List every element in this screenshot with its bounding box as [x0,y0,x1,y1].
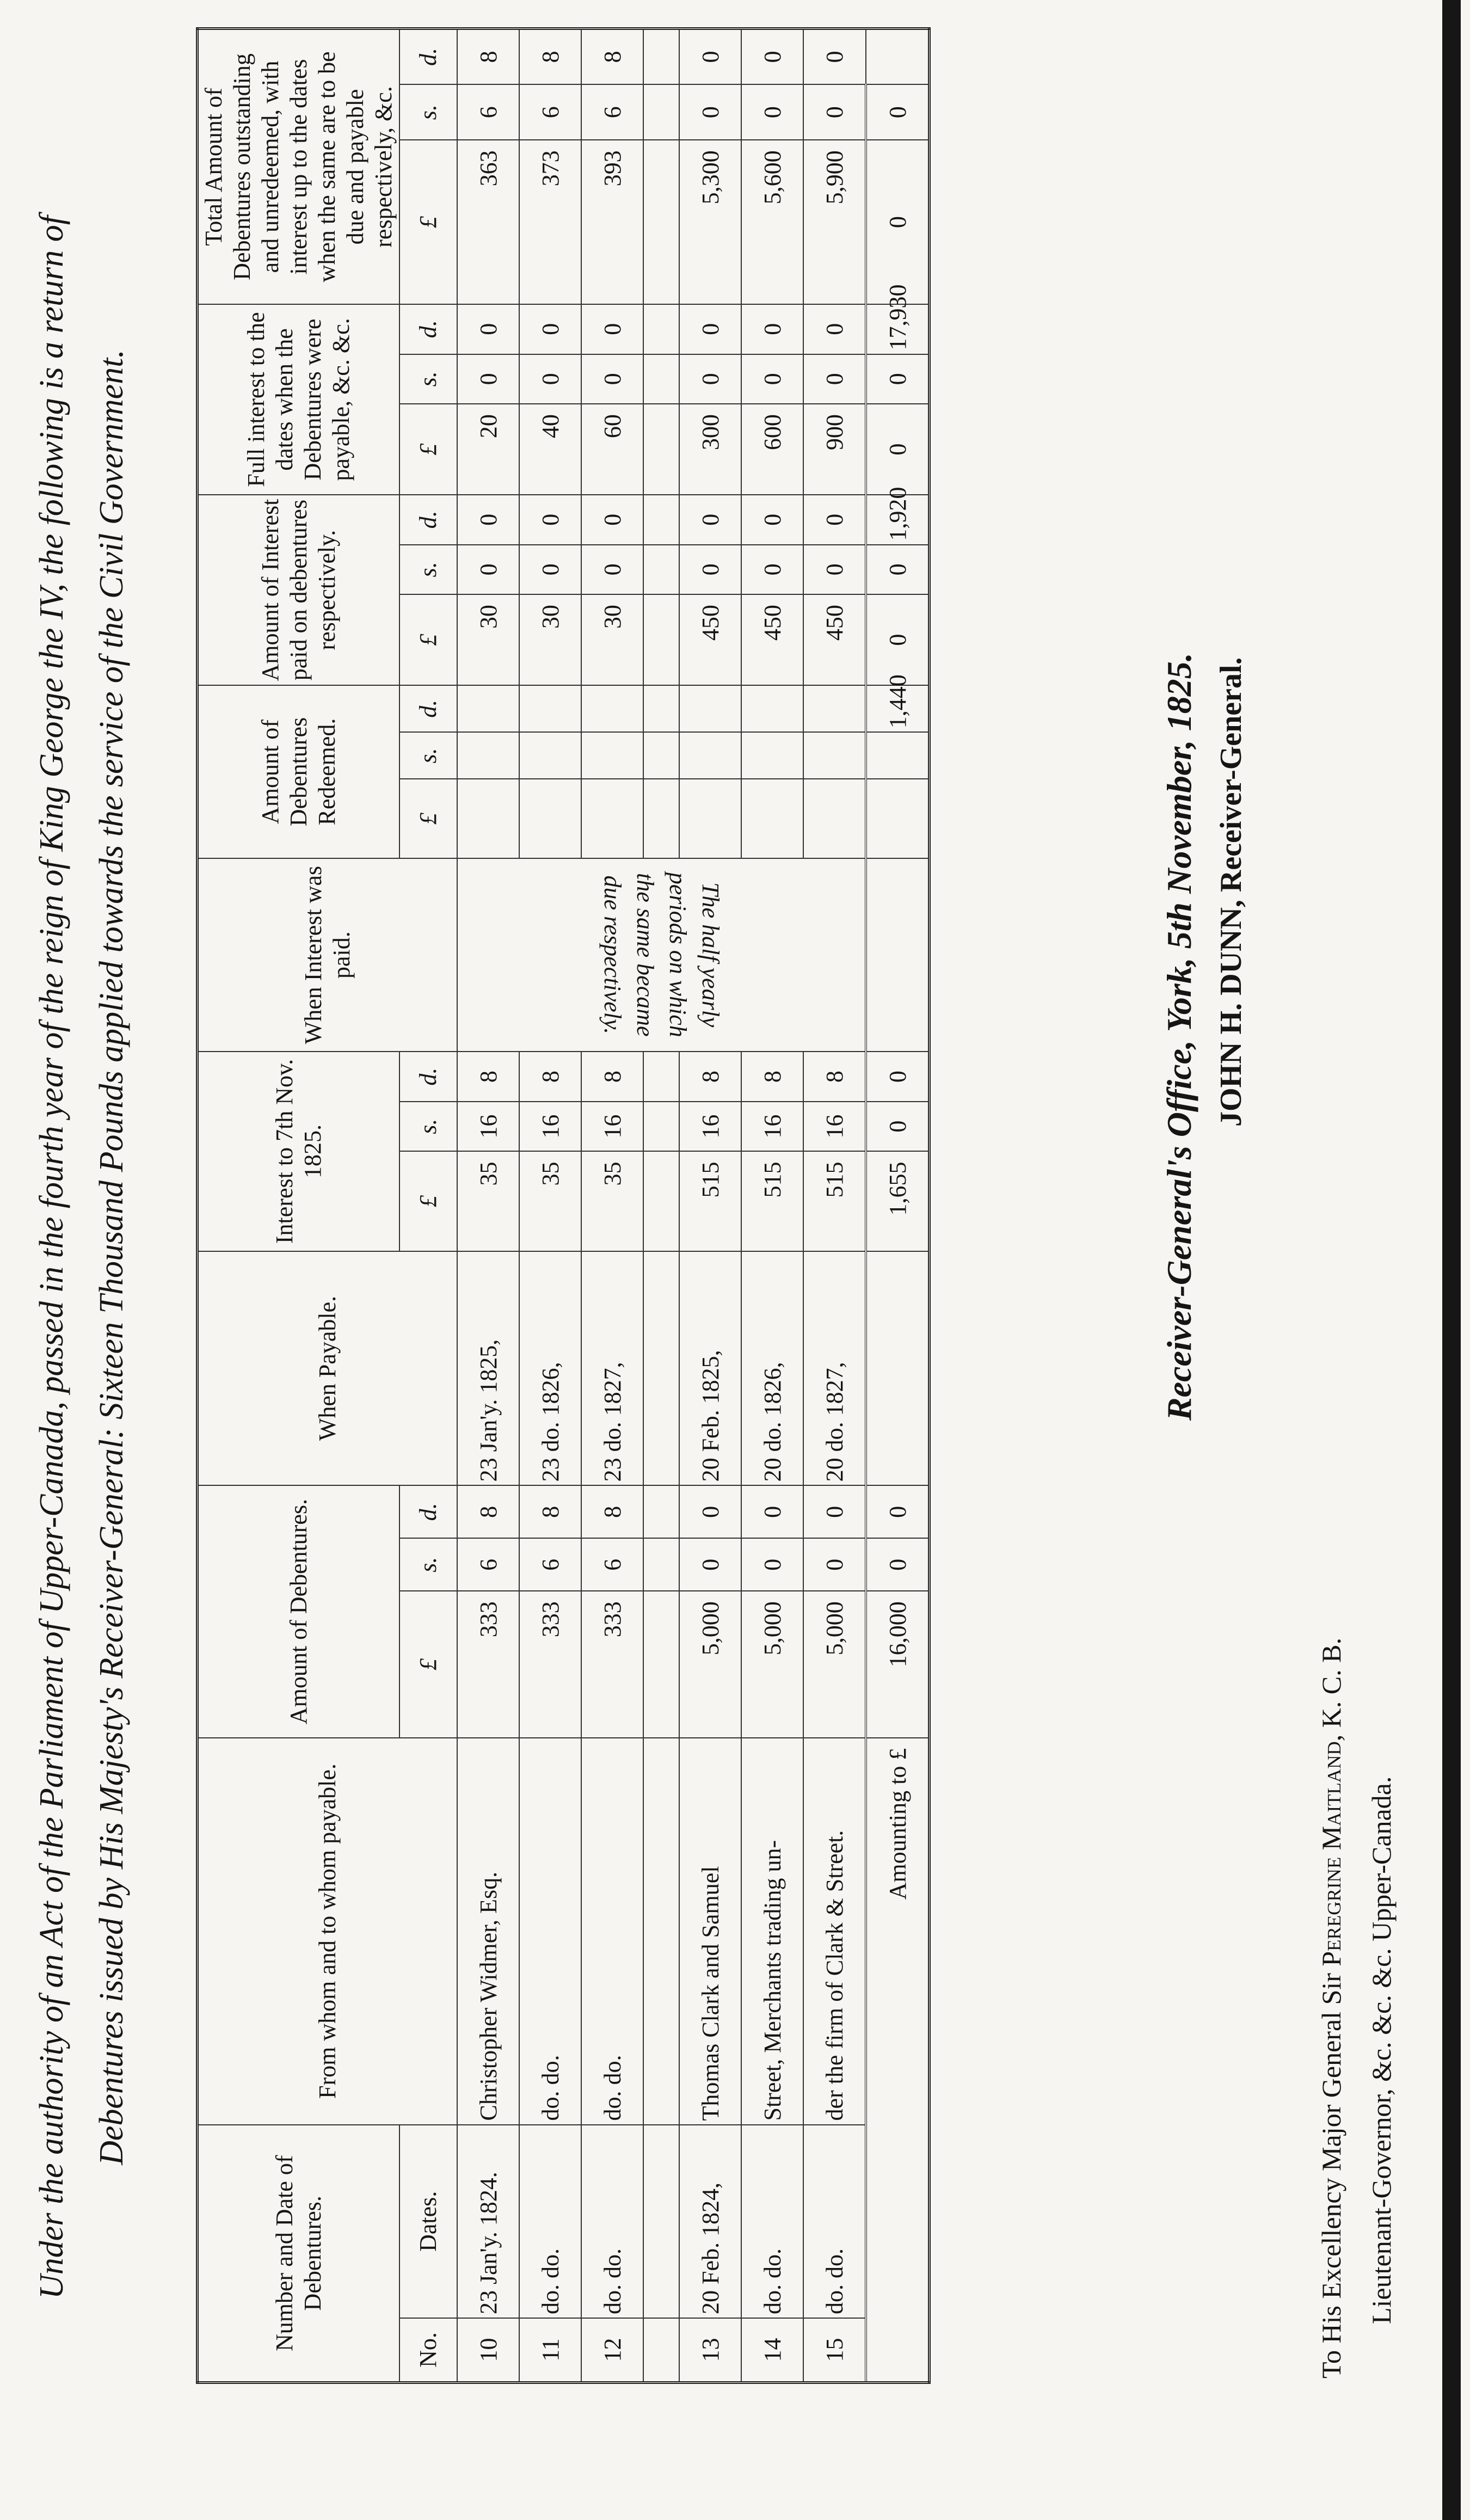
row-interest-paid-shillings: 0 [803,545,866,595]
row-redeemed-pounds [803,779,866,858]
row-interest-paid-pounds: 450 [741,594,803,685]
row-interest-paid-shillings: 0 [741,545,803,595]
row-full-interest-pence: 0 [741,304,803,354]
row-interest-paid-shillings: 0 [581,545,643,595]
row-full-interest-pounds: 900 [803,404,866,495]
row-redeemed-shillings [679,732,741,779]
row-total-shillings: 6 [581,84,643,140]
row-interest-paid-shillings: 0 [519,545,581,595]
row-redeemed-shillings [741,732,803,779]
row-date: 20 Feb. 1824, [679,2125,741,2318]
row-full-interest-shillings: 0 [803,354,866,404]
header-interest-paid: Amount of Interest paid on debentures respectively. [198,495,400,685]
row-when-payable: 20 do. 1827, [803,1251,866,1486]
subheader-pound: £ [399,594,457,685]
total-amount-shillings: 0 [866,1538,930,1591]
total-full-interest-pounds: 1,920 [866,495,930,545]
row-amount-shillings: 6 [519,1538,581,1591]
page-edge-rule [1442,0,1461,2520]
addressee-suffix: , K. C. B. [1316,1637,1346,1742]
row-no: 11 [519,2318,581,2382]
total-interest-pence: 0 [866,1052,930,1102]
row-total-pence: 8 [519,29,581,85]
header-interest: Interest to 7th Nov. 1825. [198,1052,400,1251]
row-total-pence: 8 [457,29,519,85]
header-from-whom: From whom and to whom payable. [198,1738,458,2125]
row-from-whom: Thomas Clark and Samuel [679,1738,741,2125]
addressee-prefix: To His Excellency Major General Sir [1316,1973,1346,2378]
row-interest-paid-shillings: 0 [679,545,741,595]
row-total-pounds: 373 [519,140,581,304]
subheader-dates: Dates. [399,2125,457,2318]
row-redeemed-pounds [741,779,803,858]
row-redeemed-pence [457,685,519,732]
row-redeemed-pounds [581,779,643,858]
when-paid-note: The half yearly periods on which the same became due respectively. [599,872,724,1038]
row-interest-pounds: 515 [803,1151,866,1251]
total-outstanding-pence: 0 [866,84,930,140]
total-outstanding-shillings: 0 [866,140,930,304]
office-dateline: Receiver-General's Office, York, 5th November, 1825. [1160,653,1198,1421]
row-total-pounds: 393 [581,140,643,304]
table-row [679,29,741,2383]
row-full-interest-pence: 0 [679,304,741,354]
row-total-shillings: 0 [741,84,803,140]
row-no: 12 [581,2318,643,2382]
subheader-shilling: s. [399,1538,457,1591]
row-interest-paid-pence: 0 [519,495,581,545]
row-amount-pounds: 333 [581,1591,643,1737]
table-row [581,29,643,2383]
subheader-pence: d. [399,1052,457,1102]
row-from-whom: Street, Merchants trading un- [741,1738,803,2125]
subheader-shilling: s. [399,732,457,779]
row-from-whom: der the firm of Clark & Street. [803,1738,866,2125]
row-interest-shillings: 16 [581,1102,643,1152]
row-date: 23 Jan'y. 1824. [457,2125,519,2318]
debentures-table [196,27,931,2384]
subheader-pound: £ [399,140,457,304]
row-amount-shillings: 0 [679,1538,741,1591]
header-amount: Amount of Debentures. [198,1485,400,1737]
total-full-interest-shillings: 0 [866,404,930,495]
row-full-interest-pence: 0 [457,304,519,354]
row-from-whom: do. do. [581,1738,643,2125]
row-amount-pounds: 333 [519,1591,581,1737]
row-total-pence: 0 [741,29,803,85]
subheader-no: No. [399,2318,457,2382]
total-interest-pounds: 1,655 [866,1151,930,1251]
table-spacer-row [643,29,679,2383]
row-full-interest-pounds: 600 [741,404,803,495]
row-interest-shillings: 16 [679,1102,741,1152]
row-redeemed-shillings [519,732,581,779]
row-total-shillings: 0 [679,84,741,140]
row-total-shillings: 6 [519,84,581,140]
signature-line: JOHN H. DUNN, Receiver-General. [1214,657,1248,1127]
subheader-shilling: s. [399,1102,457,1152]
row-date: do. do. [803,2125,866,2318]
row-when-payable: 23 Jan'y. 1825, [457,1251,519,1486]
row-interest-pounds: 35 [519,1151,581,1251]
row-amount-shillings: 6 [457,1538,519,1591]
row-redeemed-pounds [457,779,519,858]
row-interest-pounds: 35 [581,1151,643,1251]
row-date: do. do. [581,2125,643,2318]
row-interest-shillings: 16 [519,1102,581,1152]
row-interest-paid-pence: 0 [741,495,803,545]
subheader-pound: £ [399,1591,457,1737]
row-redeemed-shillings [457,732,519,779]
row-interest-pounds: 515 [741,1151,803,1251]
row-interest-paid-shillings: 0 [457,545,519,595]
heading-line-2: Debentures issued by His Majesty's Receiver-General: Sixteen Thousand Pounds applied towards the service of the Civil Government. [93,349,130,2165]
row-interest-paid-pounds: 450 [803,594,866,685]
subheader-pence: d. [399,685,457,732]
subheader-pence: d. [399,1485,457,1538]
row-no: 13 [679,2318,741,2382]
addressee-block [1306,1638,1406,2378]
row-full-interest-shillings: 0 [519,354,581,404]
row-interest-pence: 8 [679,1052,741,1102]
row-amount-pounds: 5,000 [741,1591,803,1737]
row-date: do. do. [741,2125,803,2318]
row-interest-pence: 8 [519,1052,581,1102]
row-amount-pence: 8 [581,1485,643,1538]
total-amount-pounds: 16,000 [866,1591,930,1737]
row-interest-paid-pounds: 30 [519,594,581,685]
row-amount-pounds: 5,000 [803,1591,866,1737]
subheader-pound: £ [399,1151,457,1251]
row-when-payable: 20 do. 1826, [741,1251,803,1486]
row-full-interest-pounds: 60 [581,404,643,495]
subheader-shilling: s. [399,84,457,140]
table-row [803,29,866,2383]
addressee-name: Peregrine Maitland [1316,1741,1346,1966]
total-redeemed-shillings [866,779,930,858]
row-full-interest-shillings: 0 [581,354,643,404]
row-interest-paid-pounds: 30 [457,594,519,685]
row-from-whom: do. do. [519,1738,581,2125]
row-interest-pence: 8 [803,1052,866,1102]
row-full-interest-pounds: 300 [679,404,741,495]
row-redeemed-pounds [679,779,741,858]
row-redeemed-shillings [581,732,643,779]
row-redeemed-pounds [519,779,581,858]
row-amount-pounds: 333 [457,1591,519,1737]
row-amount-pence: 0 [679,1485,741,1538]
subheader-pound: £ [399,779,457,858]
total-amount-pence: 0 [866,1485,930,1538]
row-full-interest-pounds: 40 [519,404,581,495]
subheader-shilling: s. [399,354,457,404]
addressee-line-2: Lieutenant-Governor, &c. &c. &c. Upper-Canada. [1366,1776,1397,2324]
header-redeemed: Amount of Debentures Redeemed. [198,685,400,858]
row-amount-pence: 0 [803,1485,866,1538]
header-when-paid: When Interest was paid. [198,858,458,1052]
row-amount-shillings: 6 [581,1538,643,1591]
row-amount-shillings: 0 [741,1538,803,1591]
total-interest-paid-pounds: 1,440 [866,685,930,732]
row-total-pounds: 5,300 [679,140,741,304]
when-paid-note-cell [457,858,866,1052]
row-amount-pence: 0 [741,1485,803,1538]
row-interest-paid-pence: 0 [581,495,643,545]
row-redeemed-pence [679,685,741,732]
row-interest-shillings: 16 [803,1102,866,1152]
subheader-pence: d. [399,304,457,354]
header-total-outstanding: Total Amount of Debentures outstanding and unredeemed, with interest up to the dates when the same are to be due and payable respectively, &c. [198,29,400,304]
row-total-pence: 8 [581,29,643,85]
row-no: 10 [457,2318,519,2382]
total-interest-paid-shillings: 0 [866,594,930,685]
row-no: 14 [741,2318,803,2382]
row-from-whom: Christopher Widmer, Esq. [457,1738,519,2125]
row-full-interest-pence: 0 [803,304,866,354]
row-amount-pence: 8 [457,1485,519,1538]
header-full-interest: Full interest to the dates when the Debentures were payable, &c. &c. [198,304,400,495]
row-when-payable: 23 do. 1827, [581,1251,643,1486]
document-heading [22,136,142,2378]
row-interest-paid-pounds: 450 [679,594,741,685]
heading-line-1: Under the authority of an Act of the Parliament of Upper-Canada, passed in the fourth year of the reign of King George the IV, the following is a return of [33,215,70,2300]
total-redeemed-pence [866,732,930,779]
row-interest-paid-pence: 0 [457,495,519,545]
row-no: 15 [803,2318,866,2382]
row-redeemed-pence [581,685,643,732]
total-interest-paid-pence: 0 [866,545,930,595]
row-total-pence: 0 [803,29,866,85]
row-full-interest-pence: 0 [581,304,643,354]
subheader-pound: £ [399,404,457,495]
row-full-interest-pence: 0 [519,304,581,354]
row-when-payable: 20 Feb. 1825, [679,1251,741,1486]
row-total-pounds: 5,600 [741,140,803,304]
row-total-shillings: 6 [457,84,519,140]
row-interest-paid-pence: 0 [679,495,741,545]
row-amount-shillings: 0 [803,1538,866,1591]
totals-row [866,29,930,2383]
totals-label: Amounting to £ [866,1738,930,2383]
row-interest-pence: 8 [581,1052,643,1102]
row-interest-pence: 8 [457,1052,519,1102]
row-interest-pounds: 35 [457,1151,519,1251]
row-redeemed-pence [741,685,803,732]
total-redeemed-pounds [866,858,930,1052]
total-when-payable-empty [866,1251,930,1486]
total-full-interest-pence: 0 [866,354,930,404]
row-redeemed-shillings [803,732,866,779]
row-when-payable: 23 do. 1826, [519,1251,581,1486]
row-interest-paid-pence: 0 [803,495,866,545]
row-total-pounds: 5,900 [803,140,866,304]
row-interest-paid-pounds: 30 [581,594,643,685]
total-interest-shillings: 0 [866,1102,930,1152]
table-row [457,29,519,2383]
subheader-shilling: s. [399,545,457,595]
row-total-shillings: 0 [803,84,866,140]
row-interest-shillings: 16 [457,1102,519,1152]
table-row [741,29,803,2383]
row-amount-pounds: 5,000 [679,1591,741,1737]
row-total-pounds: 363 [457,140,519,304]
row-amount-pence: 8 [519,1485,581,1538]
header-when-payable: When Payable. [198,1251,458,1486]
row-interest-shillings: 16 [741,1102,803,1152]
subheader-pence: d. [399,29,457,85]
subheader-pence: d. [399,495,457,545]
table-row [519,29,581,2383]
row-full-interest-pounds: 20 [457,404,519,495]
row-full-interest-shillings: 0 [679,354,741,404]
row-date: do. do. [519,2125,581,2318]
row-total-pence: 0 [679,29,741,85]
row-interest-pounds: 515 [679,1151,741,1251]
row-redeemed-pence [803,685,866,732]
total-outstanding-pounds: 17,930 [866,304,930,354]
row-full-interest-shillings: 0 [457,354,519,404]
row-redeemed-pence [519,685,581,732]
row-full-interest-shillings: 0 [741,354,803,404]
header-number-date: Number and Date of Debentures. [198,2125,400,2383]
row-interest-pence: 8 [741,1052,803,1102]
addressee-line-1 [1306,1638,1356,2378]
